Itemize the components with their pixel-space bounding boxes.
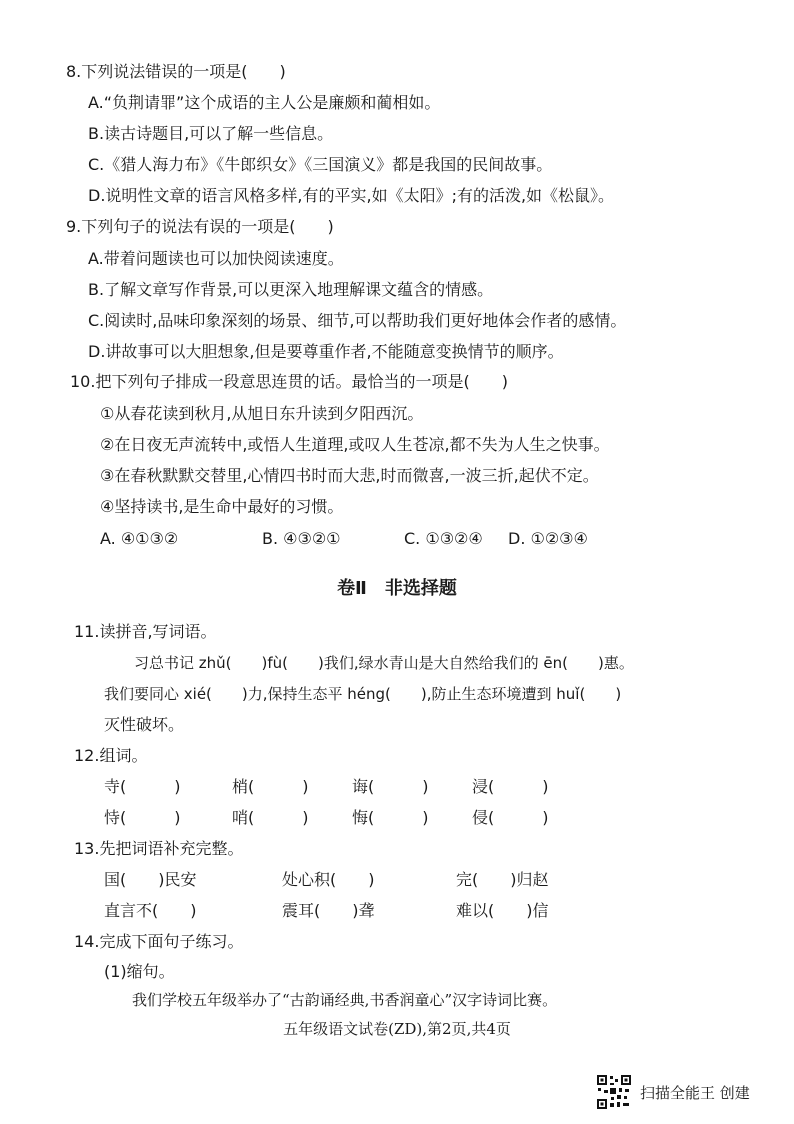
q13-row2-item: 震耳( )聋 xyxy=(282,901,375,920)
q9-option-a: A.带着问题读也可以加快阅读速度。 xyxy=(88,249,344,268)
q12-stem: 12.组词。 xyxy=(74,746,148,765)
q8-stem: 8.下列说法错误的一项是( ) xyxy=(66,62,286,81)
q10-stem: 10.把下列句子排成一段意思连贯的话。最恰当的一项是( ) xyxy=(70,372,508,391)
q11-line-2: 我们要同心 xié( )力,保持生态平 héng( ),防止生态环境遭到 huǐ( ) xyxy=(104,685,622,703)
qr-code-icon xyxy=(596,1074,632,1110)
q13-row1-item: 处心积( ) xyxy=(282,870,375,889)
q9-stem: 9.下列句子的说法有误的一项是( ) xyxy=(66,217,334,236)
q12-row2-item: 侵( ) xyxy=(472,808,549,827)
q12-row2-item: 悔( ) xyxy=(352,808,429,827)
q10-sentence-2: ②在日夜无声流转中,或悟人生道理,或叹人生苍凉,都不失为人生之快事。 xyxy=(100,435,610,454)
q13-row1-item: 国( )民安 xyxy=(104,870,197,889)
q9-option-d: D.讲故事可以大胆想象,但是要尊重作者,不能随意变换情节的顺序。 xyxy=(88,342,564,361)
q9-option-c: C.阅读时,品味印象深刻的场景、细节,可以帮助我们更好地体会作者的感情。 xyxy=(88,311,627,330)
page-footer: 五年级语文试卷(ZD),第2页,共4页 xyxy=(283,1020,511,1038)
q12-row1-item: 浸( ) xyxy=(472,777,549,796)
q11-stem: 11.读拼音,写词语。 xyxy=(74,622,217,641)
q11-line-1: 习总书记 zhǔ( )fù( )我们,绿水青山是大自然给我们的 ēn( )惠。 xyxy=(134,654,634,672)
q13-stem: 13.先把词语补充完整。 xyxy=(74,839,244,858)
q10-option-c: C. ①③②④ xyxy=(404,529,483,548)
q12-row2-item: 哨( ) xyxy=(232,808,309,827)
scanner-brand-label: 扫描全能王 创建 xyxy=(640,1084,750,1102)
q12-row1-item: 梢( ) xyxy=(232,777,309,796)
q10-option-d: D. ①②③④ xyxy=(508,529,588,548)
q10-sentence-1: ①从春花读到秋月,从旭日东升读到夕阳西沉。 xyxy=(100,404,424,423)
q13-row2-item: 难以( )信 xyxy=(456,901,549,920)
q12-row2-item: 恃( ) xyxy=(104,808,181,827)
q9-option-b: B.了解文章写作背景,可以更深入地理解课文蕴含的情感。 xyxy=(88,280,494,299)
q8-option-d: D.说明性文章的语言风格多样,有的平实,如《太阳》;有的活泼,如《松鼠》。 xyxy=(88,186,615,205)
q8-option-c: C.《猎人海力布》《牛郎织女》《三国演义》都是我国的民间故事。 xyxy=(88,155,553,174)
q14-stem: 14.完成下面句子练习。 xyxy=(74,932,244,951)
q10-option-b: B. ④③②① xyxy=(262,529,341,548)
q10-option-a: A. ④①③② xyxy=(100,529,179,548)
section-title: 卷Ⅱ 非选择题 xyxy=(337,578,457,599)
q12-row1-item: 诲( ) xyxy=(352,777,429,796)
q14-sentence: 我们学校五年级举办了“古韵诵经典,书香润童心”汉字诗词比赛。 xyxy=(132,991,558,1009)
q12-row1-item: 寺( ) xyxy=(104,777,181,796)
q10-sentence-3: ③在春秋默默交替里,心情四书时而大悲,时而微喜,一波三折,起伏不定。 xyxy=(100,466,599,485)
q13-row2-item: 直言不( ) xyxy=(104,901,197,920)
q11-line-3: 灭性破坏。 xyxy=(104,715,185,734)
q13-row1-item: 完( )归赵 xyxy=(456,870,549,889)
q8-option-a: A.“负荆请罪”这个成语的主人公是廉颇和蔺相如。 xyxy=(88,93,441,112)
q8-option-b: B.读古诗题目,可以了解一些信息。 xyxy=(88,124,334,143)
q10-sentence-4: ④坚持读书,是生命中最好的习惯。 xyxy=(100,497,344,516)
q14-sub-1: (1)缩句。 xyxy=(104,962,175,981)
